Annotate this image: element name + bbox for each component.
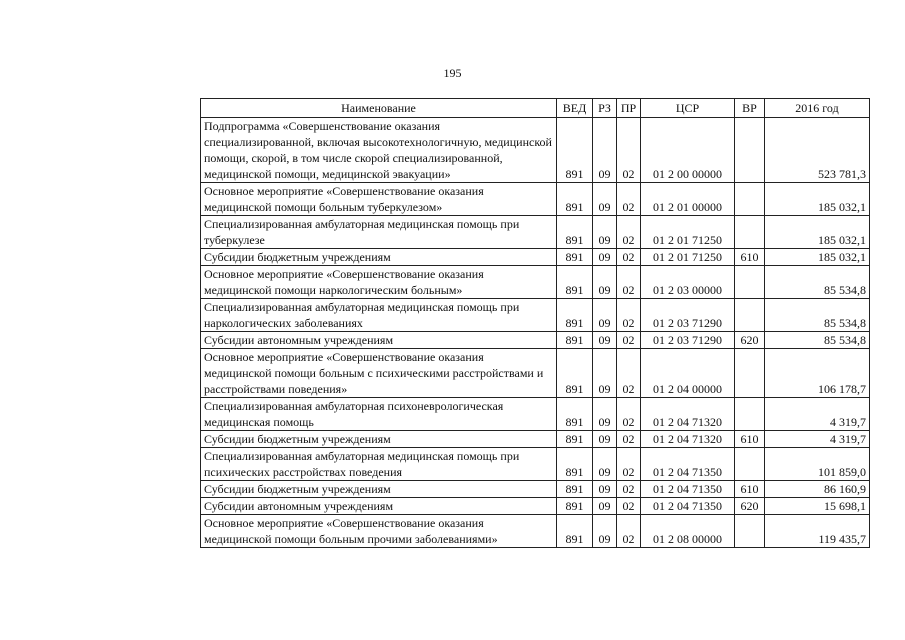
row-name: Основное мероприятие «Совершенствование оказания медицинской помощи наркологическим больным» <box>201 266 557 299</box>
table-row <box>201 498 870 515</box>
row-pr: 02 <box>617 515 641 548</box>
row-pr: 02 <box>617 431 641 448</box>
table-row <box>201 266 870 299</box>
row-vr <box>735 299 765 332</box>
row-amount: 15 698,1 <box>765 498 870 515</box>
row-name: Субсидии бюджетным учреждениям <box>201 481 557 498</box>
row-name: Субсидии бюджетным учреждениям <box>201 431 557 448</box>
table-row <box>201 349 870 398</box>
row-amount: 85 534,8 <box>765 332 870 349</box>
row-rz: 09 <box>593 431 617 448</box>
row-csr: 01 2 04 71350 <box>641 481 735 498</box>
table-row <box>201 481 870 498</box>
table-row <box>201 183 870 216</box>
row-amount: 106 178,7 <box>765 349 870 398</box>
row-rz: 09 <box>593 332 617 349</box>
page-number: 195 <box>443 66 462 80</box>
table-row <box>201 216 870 249</box>
header-name: Наименование <box>201 99 557 118</box>
row-vr <box>735 515 765 548</box>
budget-table <box>200 98 870 548</box>
row-amount: 86 160,9 <box>765 481 870 498</box>
header-rz: РЗ <box>593 99 617 118</box>
row-rz: 09 <box>593 266 617 299</box>
row-pr: 02 <box>617 216 641 249</box>
row-ved: 891 <box>557 183 593 216</box>
table-row <box>201 118 870 183</box>
row-rz: 09 <box>593 299 617 332</box>
row-rz: 09 <box>593 515 617 548</box>
row-ved: 891 <box>557 498 593 515</box>
row-name: Специализированная амбулаторная медицинская помощь при психических расстройствах поведения <box>201 448 557 481</box>
header-year: 2016 год <box>765 99 870 118</box>
table-row <box>201 398 870 431</box>
row-name: Субсидии бюджетным учреждениям <box>201 249 557 266</box>
row-name: Специализированная амбулаторная медицинская помощь при туберкулезе <box>201 216 557 249</box>
row-ved: 891 <box>557 216 593 249</box>
row-pr: 02 <box>617 118 641 183</box>
row-ved: 891 <box>557 266 593 299</box>
row-amount: 4 319,7 <box>765 431 870 448</box>
row-name: Специализированная амбулаторная психоневрологическая медицинская помощь <box>201 398 557 431</box>
row-ved: 891 <box>557 249 593 266</box>
row-rz: 09 <box>593 249 617 266</box>
table-row <box>201 431 870 448</box>
row-rz: 09 <box>593 498 617 515</box>
row-pr: 02 <box>617 299 641 332</box>
row-vr <box>735 448 765 481</box>
table-header-row <box>201 99 870 118</box>
row-ved: 891 <box>557 349 593 398</box>
row-csr: 01 2 04 71350 <box>641 498 735 515</box>
row-rz: 09 <box>593 398 617 431</box>
row-vr <box>735 118 765 183</box>
row-pr: 02 <box>617 332 641 349</box>
row-amount: 185 032,1 <box>765 216 870 249</box>
row-csr: 01 2 03 71290 <box>641 299 735 332</box>
row-rz: 09 <box>593 183 617 216</box>
row-vr: 610 <box>735 431 765 448</box>
row-vr <box>735 398 765 431</box>
row-amount: 85 534,8 <box>765 266 870 299</box>
row-vr: 610 <box>735 249 765 266</box>
row-pr: 02 <box>617 183 641 216</box>
row-ved: 891 <box>557 515 593 548</box>
row-csr: 01 2 01 00000 <box>641 183 735 216</box>
row-rz: 09 <box>593 216 617 249</box>
header-vr: ВР <box>735 99 765 118</box>
table-row <box>201 515 870 548</box>
row-csr: 01 2 04 71320 <box>641 398 735 431</box>
row-name: Специализированная амбулаторная медицинская помощь при наркологических заболеваниях <box>201 299 557 332</box>
row-pr: 02 <box>617 266 641 299</box>
header-csr: ЦСР <box>641 99 735 118</box>
row-vr: 620 <box>735 332 765 349</box>
row-rz: 09 <box>593 118 617 183</box>
row-name: Подпрограмма «Совершенствование оказания специализированной, включая высокотехнологичную, медицинской помощи, скорой, в том числе скорой специализированной, медицинской помощи, медицинской эвакуации» <box>201 118 557 183</box>
row-pr: 02 <box>617 448 641 481</box>
table-row <box>201 249 870 266</box>
row-vr <box>735 349 765 398</box>
row-ved: 891 <box>557 299 593 332</box>
row-csr: 01 2 03 71290 <box>641 332 735 349</box>
row-ved: 891 <box>557 431 593 448</box>
row-name: Субсидии автономным учреждениям <box>201 332 557 349</box>
table-row <box>201 448 870 481</box>
row-csr: 01 2 03 00000 <box>641 266 735 299</box>
row-pr: 02 <box>617 481 641 498</box>
row-csr: 01 2 01 71250 <box>641 216 735 249</box>
row-amount: 523 781,3 <box>765 118 870 183</box>
row-amount: 119 435,7 <box>765 515 870 548</box>
row-csr: 01 2 08 00000 <box>641 515 735 548</box>
row-amount: 4 319,7 <box>765 398 870 431</box>
row-pr: 02 <box>617 249 641 266</box>
row-pr: 02 <box>617 498 641 515</box>
row-vr: 610 <box>735 481 765 498</box>
row-vr <box>735 183 765 216</box>
row-ved: 891 <box>557 118 593 183</box>
row-name: Основное мероприятие «Совершенствование оказания медицинской помощи больным прочими заболеваниями» <box>201 515 557 548</box>
row-vr <box>735 266 765 299</box>
row-ved: 891 <box>557 481 593 498</box>
row-vr <box>735 216 765 249</box>
row-name: Основное мероприятие «Совершенствование оказания медицинской помощи больным туберкулезом» <box>201 183 557 216</box>
row-ved: 891 <box>557 332 593 349</box>
row-pr: 02 <box>617 349 641 398</box>
row-name: Субсидии автономным учреждениям <box>201 498 557 515</box>
row-pr: 02 <box>617 398 641 431</box>
row-name: Основное мероприятие «Совершенствование оказания медицинской помощи больным с психическими расстройствами и расстройствами поведения» <box>201 349 557 398</box>
row-csr: 01 2 04 00000 <box>641 349 735 398</box>
row-amount: 101 859,0 <box>765 448 870 481</box>
row-amount: 185 032,1 <box>765 249 870 266</box>
row-amount: 85 534,8 <box>765 299 870 332</box>
row-ved: 891 <box>557 398 593 431</box>
row-vr: 620 <box>735 498 765 515</box>
header-pr: ПР <box>617 99 641 118</box>
row-ved: 891 <box>557 448 593 481</box>
table-row <box>201 332 870 349</box>
row-csr: 01 2 01 71250 <box>641 249 735 266</box>
table-row <box>201 299 870 332</box>
row-rz: 09 <box>593 481 617 498</box>
row-csr: 01 2 04 71350 <box>641 448 735 481</box>
row-rz: 09 <box>593 448 617 481</box>
row-csr: 01 2 00 00000 <box>641 118 735 183</box>
row-csr: 01 2 04 71320 <box>641 431 735 448</box>
row-amount: 185 032,1 <box>765 183 870 216</box>
header-ved: ВЕД <box>557 99 593 118</box>
row-rz: 09 <box>593 349 617 398</box>
